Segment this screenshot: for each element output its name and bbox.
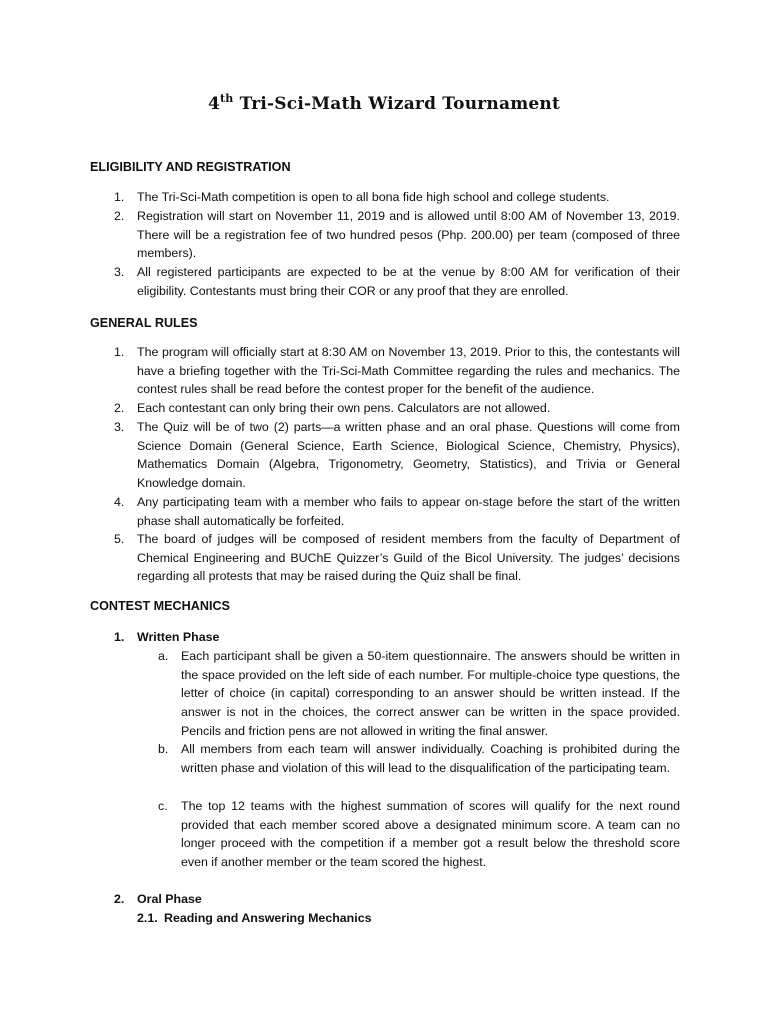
page-title — [0, 92, 768, 114]
written-phase-label: Written Phase — [137, 630, 220, 644]
item-text: The board of judges will be composed of resident members from the faculty of Department of Chemical Engineering and BUChE Quizzer’s Guild of the Bicol University. The judges’ decisions regarding all protests that may be raised during the Quiz shall be final. — [137, 532, 680, 584]
sub-item-text: The top 12 teams with the highest summation of scores will qualify for the next round provided that each member scored above a designated minimum score. A team can no longer proceed with the competition if a member got a result below the threshold score even if another member or the team scored the highest. — [181, 799, 680, 870]
oral-phase-number: 2. — [114, 892, 125, 906]
heading-eligibility: ELIGIBILITY AND REGISTRATION — [90, 160, 291, 174]
item-number: 2. — [114, 209, 125, 223]
item-text: The Quiz will be of two (2) parts—a written phase and an oral phase. Questions will come from Science Domain (General Science, Earth Science, Biological Science, Chemistry, Physics), Mathematics Domain (Algebra, Trigonometry, Geometry, Statistics), and Trivia or General Knowledge domain. — [137, 420, 680, 491]
sub-item-number: a. — [158, 649, 169, 663]
item-number: 1. — [114, 190, 125, 204]
oral-subsection-number: 2.1. — [137, 911, 158, 925]
title-number: 4 — [207, 94, 220, 114]
item-number: 3. — [114, 265, 125, 279]
title-text: Tri-Sci-Math Wizard Tournament — [233, 94, 561, 114]
item-text: The Tri-Sci-Math competition is open to all bona fide high school and college students. — [137, 190, 610, 204]
oral-phase-label: Oral Phase — [137, 892, 202, 906]
heading-general-rules: GENERAL RULES — [90, 316, 198, 330]
item-text: All registered participants are expected to be at the venue by 8:00 AM for verification of their eligibility. Contestants must bring their COR or any proof that they are enrolled. — [137, 265, 680, 298]
sub-item-number: b. — [158, 742, 169, 756]
item-text: Any participating team with a member who fails to appear on-stage before the start of the written phase shall automatically be forfeited. — [137, 495, 680, 528]
item-number: 4. — [114, 495, 125, 509]
sub-item-number: c. — [158, 799, 168, 813]
item-text: Each contestant can only bring their own pens. Calculators are not allowed. — [137, 401, 551, 415]
written-phase-number: 1. — [114, 630, 125, 644]
heading-contest-mechanics: CONTEST MECHANICS — [90, 599, 230, 613]
item-number: 5. — [114, 532, 125, 546]
sub-item-text: Each participant shall be given a 50-item questionnaire. The answers should be written in the space provided on the left side of each number. For multiple-choice type questions, the letter of choice (in capital) corresponding to an answer should be written instead. If the answer is not in the choices, the correct answer can be written in the space provided. Pencils and friction pens are not allowed in writing the final answer. — [181, 649, 680, 738]
sub-item-text: All members from each team will answer individually. Coaching is prohibited during the written phase and violation of this will lead to the disqualification of the participating team. — [181, 742, 680, 775]
oral-subsection-label: Reading and Answering Mechanics — [164, 911, 372, 925]
item-number: 1. — [114, 345, 125, 359]
item-text: Registration will start on November 11, 2019 and is allowed until 8:00 AM of November 13, 2019. There will be a registration fee of two hundred pesos (Php. 200.00) per team (composed of three members). — [137, 209, 680, 261]
title-superscript: th — [220, 92, 234, 105]
item-number: 3. — [114, 420, 125, 434]
item-text: The program will officially start at 8:30 AM on November 13, 2019. Prior to this, the contestants will have a briefing together with the Tri-Sci-Math Committee regarding the rules and mechanics. The contest rules shall be read before the contest proper for the benefit of the audience. — [137, 345, 680, 397]
item-number: 2. — [114, 401, 125, 415]
